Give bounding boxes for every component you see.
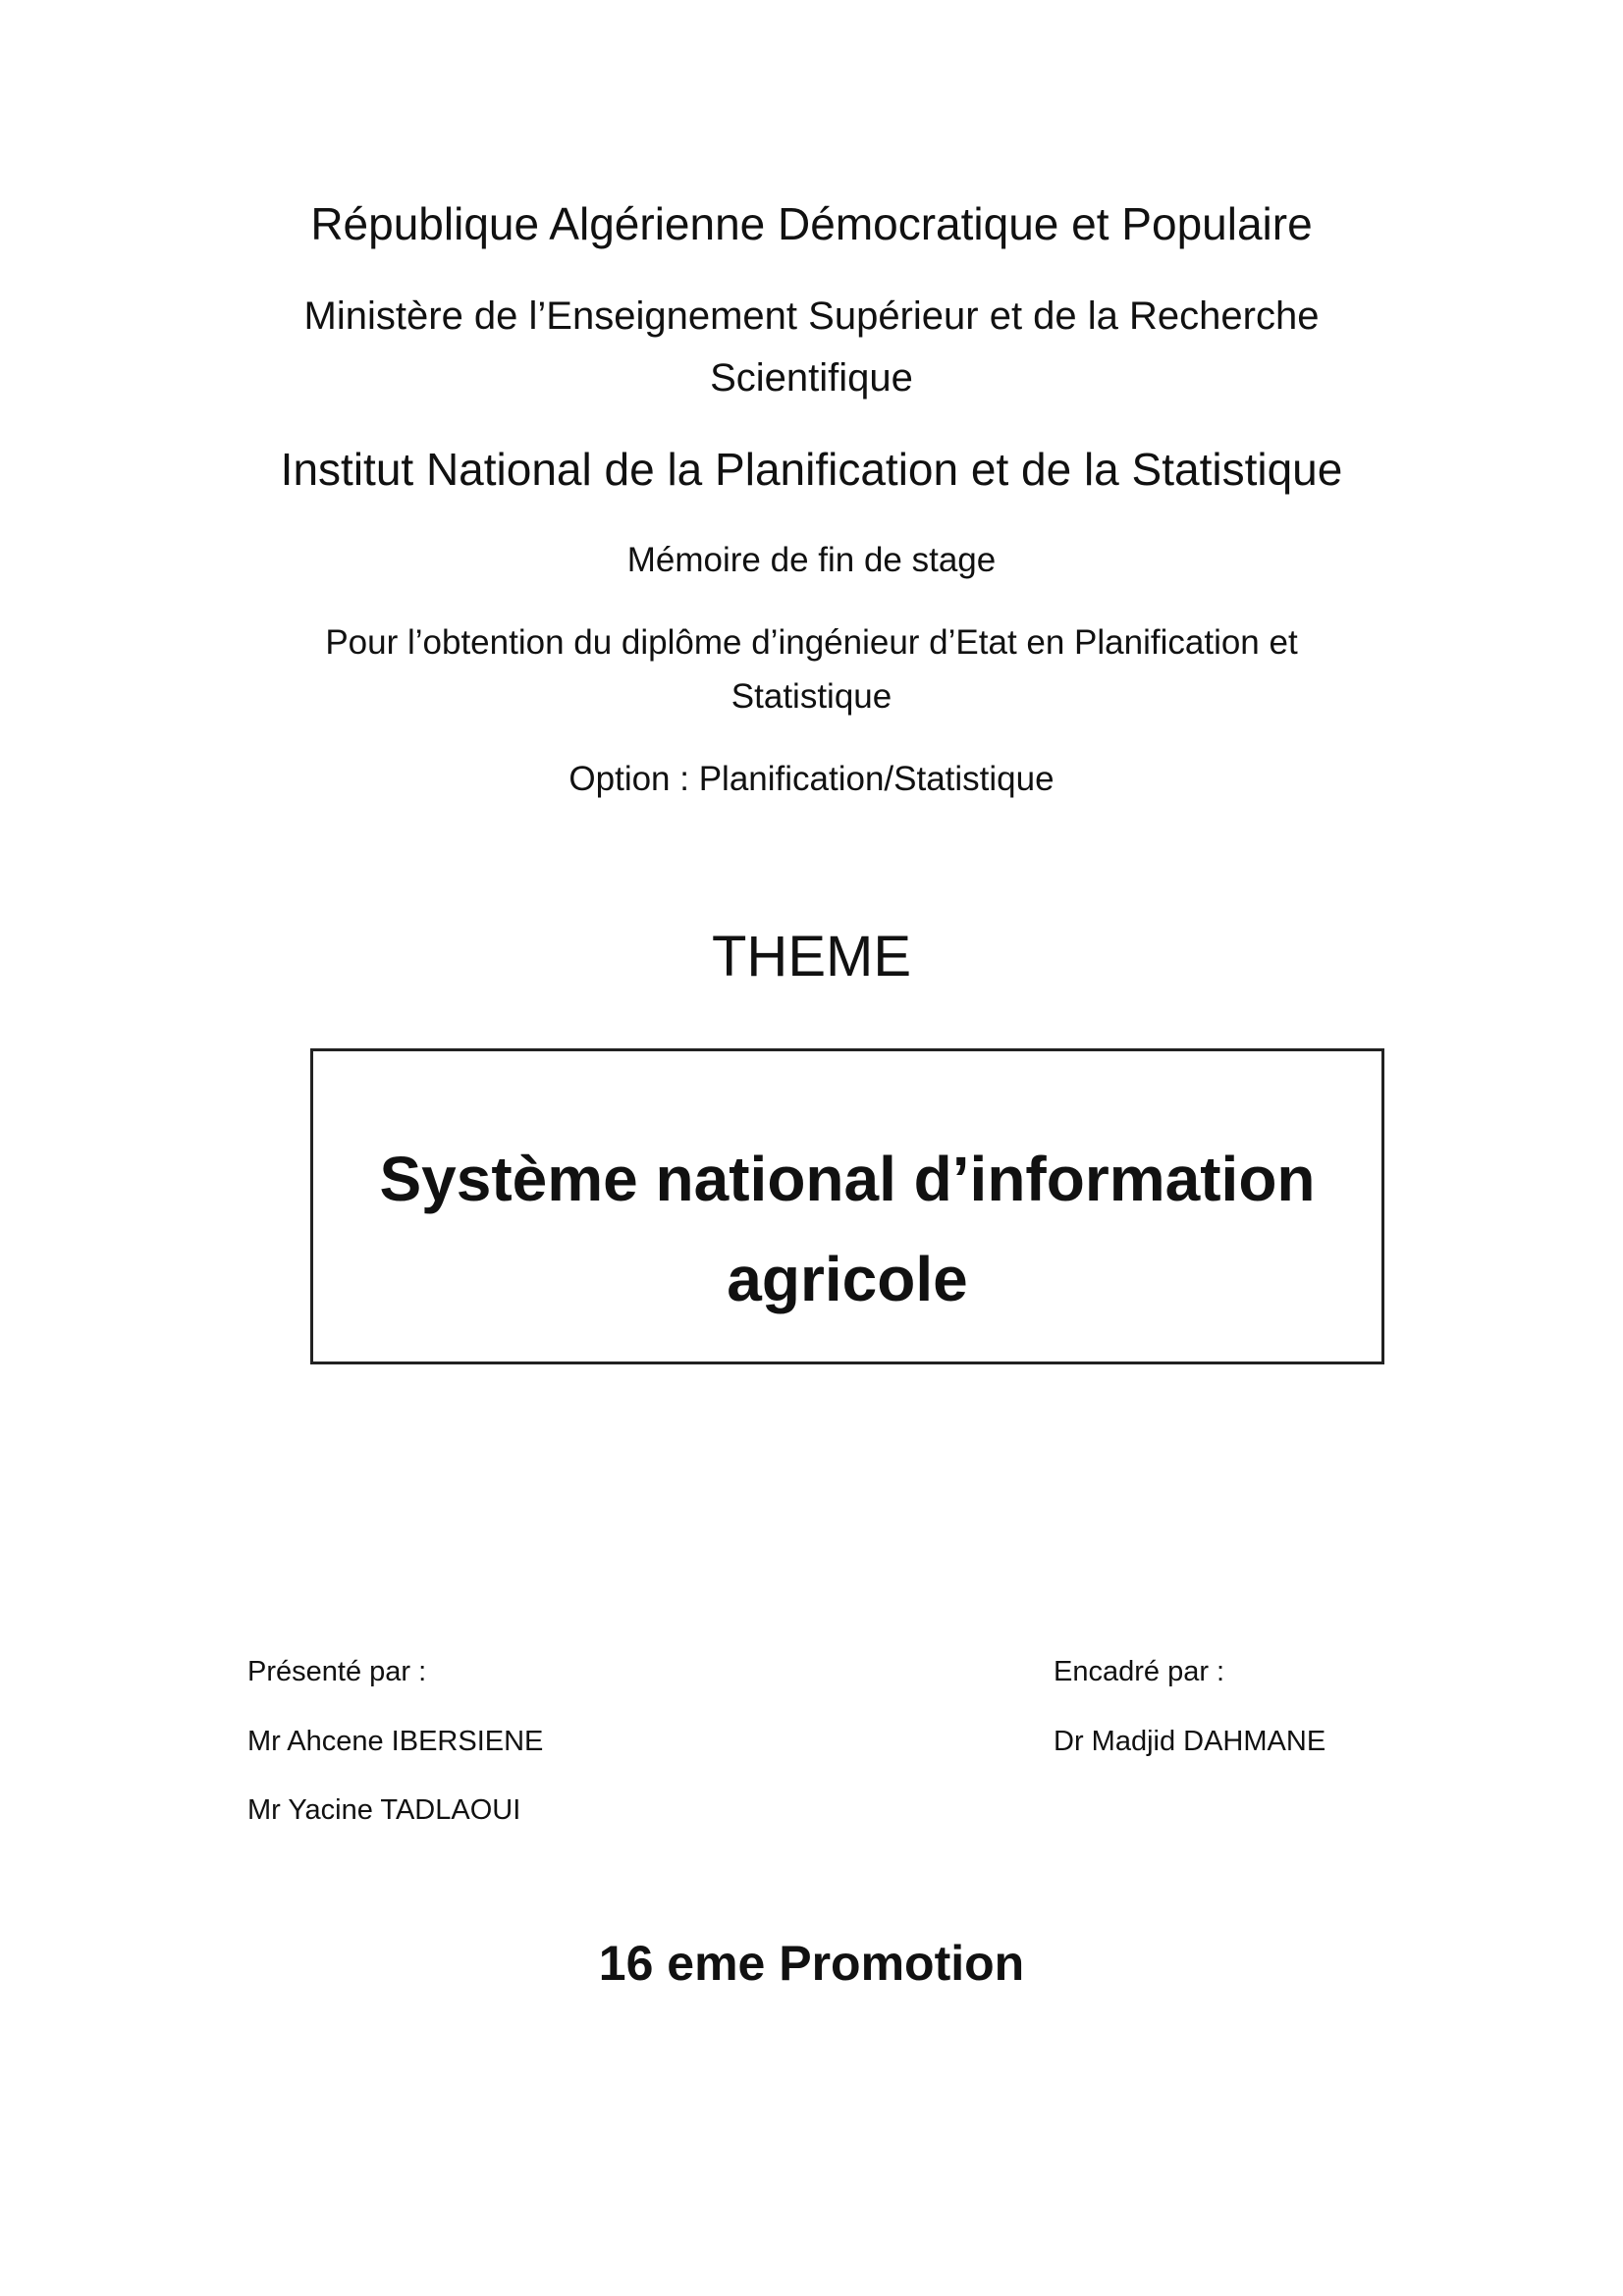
theme-label: THEME	[712, 925, 911, 988]
diploma-line-2: Statistique	[730, 677, 893, 716]
supervised-by-label: Encadré par :	[1054, 1656, 1225, 1687]
promotion-label: 16 eme Promotion	[598, 1936, 1025, 1991]
presenter-name: Mr Ahcene IBERSIENE	[247, 1726, 544, 1757]
option-line: Option : Planification/Statistique	[568, 760, 1055, 798]
diploma-line-1: Pour l’obtention du diplôme d’ingénieur d’Etat en Planification et	[325, 623, 1298, 662]
supervisor-name: Dr Madjid DAHMANE	[1054, 1726, 1326, 1757]
theme-title-line-1: Système national d’information	[379, 1144, 1316, 1214]
republic-title: République Algérienne Démocratique et Populaire	[310, 198, 1313, 249]
memoire-label: Mémoire de fin de stage	[626, 541, 997, 579]
ministry-line-2: Scientifique	[710, 356, 913, 400]
theme-title-line-2: agricole	[727, 1244, 968, 1314]
presented-by-label: Présenté par :	[247, 1656, 427, 1687]
presenter-name: Mr Yacine TADLAOUI	[247, 1794, 521, 1826]
ministry-line-1: Ministère de l’Enseignement Supérieur et de la Recherche	[303, 294, 1320, 338]
institut-name: Institut National de la Planification et de la Statistique	[280, 444, 1343, 495]
theme-box	[310, 1048, 1384, 1364]
